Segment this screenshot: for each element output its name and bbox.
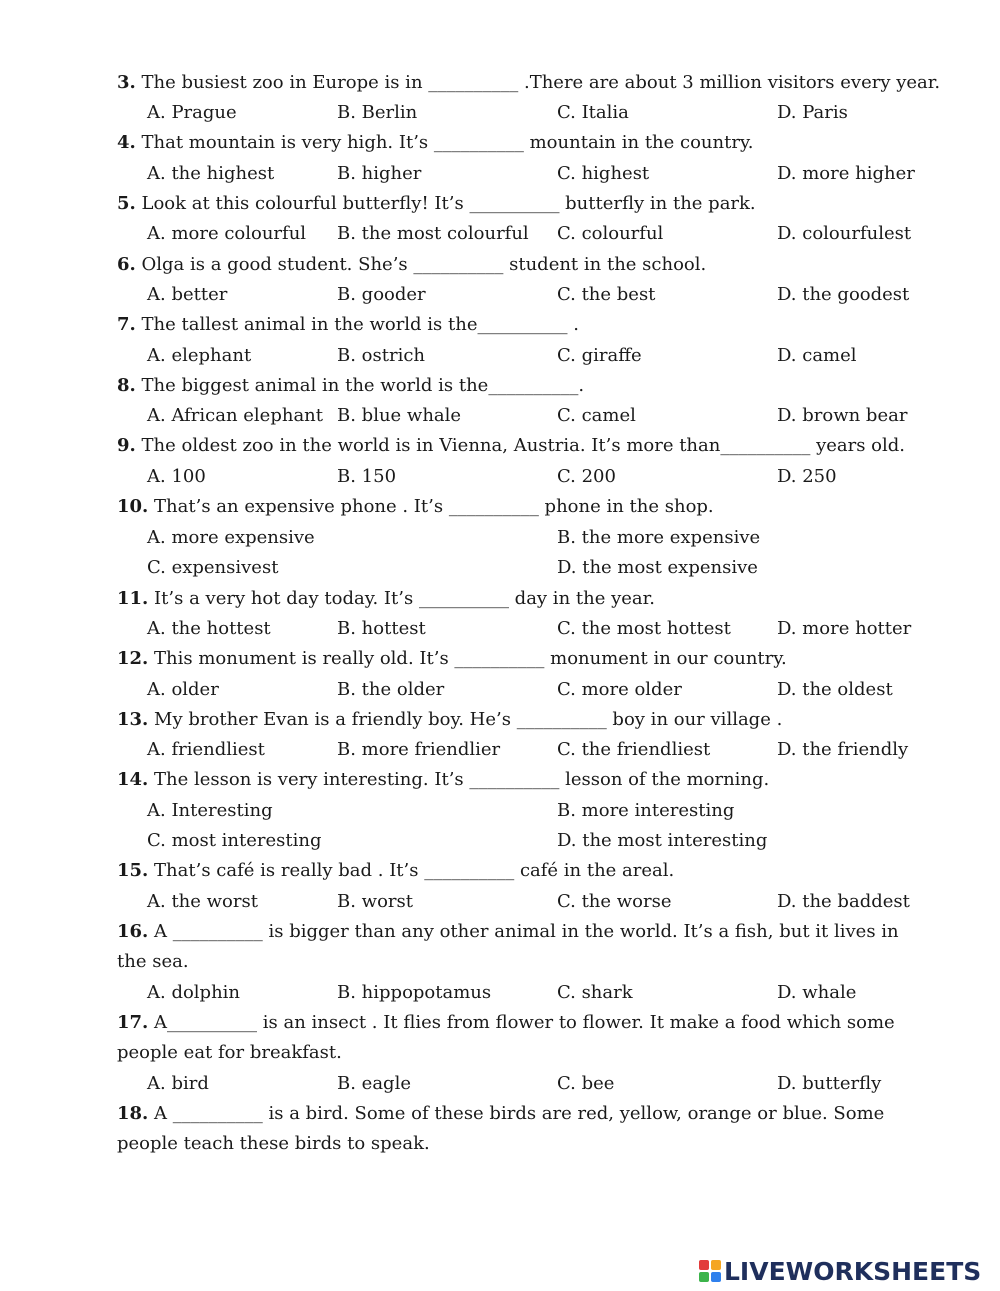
option-b[interactable]: B. ostrich xyxy=(337,345,426,366)
question-text: The lesson is very interesting. It’s __________ lesson of the morning. xyxy=(148,769,770,790)
option-d[interactable]: D. more hotter xyxy=(777,618,912,639)
option-b[interactable]: B. hippopotamus xyxy=(337,982,492,1003)
option-c[interactable]: C. Italia xyxy=(557,102,629,123)
option-c[interactable]: C. the worse xyxy=(557,891,672,912)
option-c[interactable]: C. 200 xyxy=(557,466,616,487)
option-d[interactable]: D. more higher xyxy=(777,163,915,184)
question-number: 15. xyxy=(117,860,149,881)
option-d[interactable]: D. the most expensive xyxy=(557,557,758,578)
option-a[interactable]: A. 100 xyxy=(147,466,206,487)
option-c[interactable]: C. the most hottest xyxy=(557,618,731,639)
option-a[interactable]: A. African elephant xyxy=(147,405,324,426)
question-text: The oldest zoo in the world is in Vienna, Austria. It’s more than__________ years old. xyxy=(135,435,906,456)
option-d[interactable]: D. whale xyxy=(777,982,857,1003)
option-a[interactable]: A. friendliest xyxy=(147,739,265,760)
question-number: 14. xyxy=(117,769,149,790)
option-b[interactable]: B. the older xyxy=(337,679,445,700)
options-14-row1 xyxy=(147,796,927,826)
option-a[interactable]: A. Interesting xyxy=(147,800,273,821)
question-text: This monument is really old. It’s __________ monument in our country. xyxy=(148,648,787,669)
option-b[interactable]: B. hottest xyxy=(337,618,426,639)
option-a[interactable]: A. older xyxy=(147,679,219,700)
options-7 xyxy=(147,341,927,371)
options-5 xyxy=(147,219,927,249)
question-text: Look at this colourful butterfly! It’s __________ butterfly in the park. xyxy=(135,193,756,214)
options-8 xyxy=(147,401,927,431)
option-b[interactable]: B. more interesting xyxy=(557,800,735,821)
question-number: 5. xyxy=(117,193,136,214)
logo-blocks-icon xyxy=(698,1259,722,1283)
options-4 xyxy=(147,159,927,189)
options-6 xyxy=(147,280,927,310)
option-c[interactable]: C. colourful xyxy=(557,223,664,244)
question-text: That’s an expensive phone . It’s __________ phone in the shop. xyxy=(148,496,714,517)
option-a[interactable]: A. dolphin xyxy=(147,982,241,1003)
options-14-row2 xyxy=(147,826,927,856)
options-16 xyxy=(147,978,927,1008)
option-d[interactable]: D. 250 xyxy=(777,466,837,487)
question-6 xyxy=(117,250,917,280)
question-number: 17. xyxy=(117,1012,149,1033)
question-number: 18. xyxy=(117,1103,149,1124)
question-7 xyxy=(117,310,917,340)
question-4 xyxy=(117,128,917,158)
options-10-row1 xyxy=(147,523,927,553)
option-a[interactable]: A. the hottest xyxy=(147,618,271,639)
option-a[interactable]: A. more colourful xyxy=(147,223,307,244)
option-d[interactable]: D. camel xyxy=(777,345,857,366)
option-d[interactable]: D. brown bear xyxy=(777,405,908,426)
question-text: It’s a very hot day today. It’s __________ day in the year. xyxy=(148,588,655,609)
option-c[interactable]: C. the friendliest xyxy=(557,739,711,760)
option-d[interactable]: D. butterfly xyxy=(777,1073,882,1094)
option-b[interactable]: B. eagle xyxy=(337,1073,411,1094)
question-number: 11. xyxy=(117,588,149,609)
question-12 xyxy=(117,644,917,674)
question-3 xyxy=(117,68,941,98)
option-b[interactable]: B. the more expensive xyxy=(557,527,761,548)
question-number: 13. xyxy=(117,709,149,730)
question-8 xyxy=(117,371,917,401)
option-a[interactable]: A. better xyxy=(147,284,228,305)
option-a[interactable]: A. Prague xyxy=(147,102,237,123)
liveworksheets-logo xyxy=(698,1256,981,1286)
option-d[interactable]: D. colourfulest xyxy=(777,223,912,244)
question-number: 9. xyxy=(117,435,136,456)
option-c[interactable]: C. expensivest xyxy=(147,557,279,578)
question-text: A __________ is a bird. Some of these birds are red, yellow, orange or blue. Some people teach these birds to speak. xyxy=(117,1103,885,1155)
option-b[interactable]: B. more friendlier xyxy=(337,739,501,760)
question-text: The tallest animal in the world is the__________ . xyxy=(135,314,579,335)
question-number: 7. xyxy=(117,314,136,335)
question-18 xyxy=(117,1099,917,1160)
question-text: A __________ is bigger than any other animal in the world. It’s a fish, but it lives in the sea. xyxy=(117,921,899,973)
options-12 xyxy=(147,675,927,705)
question-text: Olga is a good student. She’s __________ student in the school. xyxy=(135,254,707,275)
option-c[interactable]: C. bee xyxy=(557,1073,615,1094)
option-c[interactable]: C. camel xyxy=(557,405,636,426)
question-number: 10. xyxy=(117,496,149,517)
question-number: 3. xyxy=(117,72,136,93)
option-a[interactable]: A. bird xyxy=(147,1073,209,1094)
option-b[interactable]: B. worst xyxy=(337,891,413,912)
option-c[interactable]: C. the best xyxy=(557,284,656,305)
option-c[interactable]: C. giraffe xyxy=(557,345,642,366)
options-17 xyxy=(147,1069,927,1099)
question-number: 8. xyxy=(117,375,136,396)
option-d[interactable]: D. the friendly xyxy=(777,739,909,760)
question-number: 12. xyxy=(117,648,149,669)
options-15 xyxy=(147,887,927,917)
question-10 xyxy=(117,492,917,522)
question-number: 4. xyxy=(117,132,136,153)
question-text: A__________ is an insect . It flies from flower to flower. It make a food which some people eat for breakfast. xyxy=(117,1012,895,1064)
option-c[interactable]: C. more older xyxy=(557,679,682,700)
question-9 xyxy=(117,431,917,461)
question-text: The biggest animal in the world is the__________. xyxy=(135,375,585,396)
question-13 xyxy=(117,705,917,735)
option-b[interactable]: B. the most colourful xyxy=(337,223,529,244)
option-b[interactable]: B. blue whale xyxy=(337,405,462,426)
options-10-row2 xyxy=(147,553,927,583)
option-a[interactable]: A. the highest xyxy=(147,163,275,184)
option-d[interactable]: D. the oldest xyxy=(777,679,893,700)
question-text: The busiest zoo in Europe is in __________ .There are about 3 million visitors every year. xyxy=(135,72,941,93)
question-text: That mountain is very high. It’s __________ mountain in the country. xyxy=(135,132,754,153)
option-c[interactable]: C. highest xyxy=(557,163,650,184)
option-c[interactable]: C. shark xyxy=(557,982,633,1003)
question-text: My brother Evan is a friendly boy. He’s __________ boy in our village . xyxy=(148,709,783,730)
option-b[interactable]: B. gooder xyxy=(337,284,426,305)
option-d[interactable]: D. the goodest xyxy=(777,284,910,305)
options-3 xyxy=(147,98,927,128)
option-a[interactable]: A. elephant xyxy=(147,345,252,366)
option-b[interactable]: B. Berlin xyxy=(337,102,418,123)
question-11 xyxy=(117,584,917,614)
question-5 xyxy=(117,189,917,219)
options-9 xyxy=(147,462,927,492)
question-16 xyxy=(117,917,917,978)
option-d[interactable]: D. Paris xyxy=(777,102,848,123)
option-b[interactable]: B. higher xyxy=(337,163,422,184)
question-14 xyxy=(117,765,917,795)
question-15 xyxy=(117,856,917,886)
option-a[interactable]: A. more expensive xyxy=(147,527,315,548)
option-c[interactable]: C. most interesting xyxy=(147,830,322,851)
question-text: That’s café is really bad . It’s __________ café in the areal. xyxy=(148,860,675,881)
option-b[interactable]: B. 150 xyxy=(337,466,397,487)
option-d[interactable]: D. the baddest xyxy=(777,891,910,912)
option-d[interactable]: D. the most interesting xyxy=(557,830,768,851)
question-number: 16. xyxy=(117,921,149,942)
options-13 xyxy=(147,735,927,765)
question-number: 6. xyxy=(117,254,136,275)
options-11 xyxy=(147,614,927,644)
question-17 xyxy=(117,1008,917,1069)
option-a[interactable]: A. the worst xyxy=(147,891,258,912)
logo-text: LIVEWORKSHEETS xyxy=(724,1256,982,1286)
